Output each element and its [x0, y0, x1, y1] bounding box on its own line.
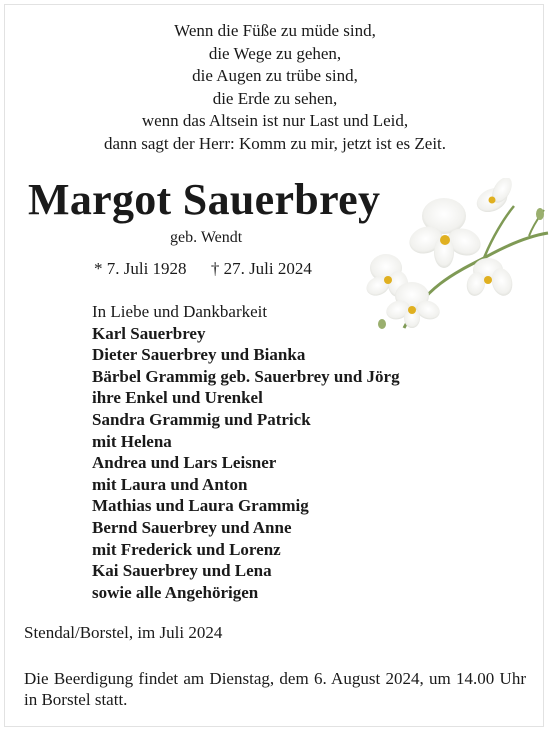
poem-line: dann sagt der Herr: Komm zu mir, jetzt ist es Zeit. — [103, 133, 447, 153]
poem-line: die Wege zu gehen, — [208, 43, 342, 63]
funeral-notice: Die Beerdigung findet am Dienstag, dem 6. August 2024, um 14.00 Uhr in Borstel statt. — [24, 669, 526, 709]
born-name: geb. Wendt — [170, 229, 243, 246]
death-date: † 27. Juli 2024 — [210, 259, 312, 278]
mourner: Sandra Grammig und Patrick — [92, 409, 311, 429]
mourner: mit Helena — [92, 431, 172, 451]
deceased-name: Margot Sauerbrey — [28, 175, 381, 224]
life-dates — [94, 259, 332, 279]
birth-date: * 7. Juli 1928 — [94, 259, 187, 278]
mourner: sowie alle Angehörigen — [92, 582, 259, 602]
mourner: Kai Sauerbrey und Lena — [92, 561, 272, 581]
mourner: Mathias und Laura Grammig — [92, 496, 309, 516]
mourner: Karl Sauerbrey — [92, 323, 206, 343]
mourner: Bernd Sauerbrey und Anne — [92, 517, 292, 537]
poem — [0, 20, 550, 155]
mourner: Dieter Sauerbrey und Bianka — [92, 345, 306, 365]
poem-line: Wenn die Füße zu müde sind, — [174, 21, 376, 40]
mourner: mit Laura und Anton — [92, 474, 248, 494]
mourner: mit Frederick und Lorenz — [92, 539, 281, 559]
poem-line: die Augen zu trübe sind, — [192, 66, 358, 85]
poem-line: wenn das Altsein ist nur Last und Leid, — [141, 111, 409, 130]
mourner: Andrea und Lars Leisner — [92, 453, 277, 473]
mourner: ihre Enkel und Urenkel — [92, 388, 263, 408]
poem-line: die Erde zu sehen, — [212, 88, 338, 108]
mourners-list — [92, 301, 400, 603]
mourners-intro: In Liebe und Dankbarkeit — [92, 302, 268, 321]
mourner: Bärbel Grammig geb. Sauerbrey und Jörg — [92, 366, 400, 386]
place-date: Stendal/Borstel, im Juli 2024 — [24, 623, 223, 642]
